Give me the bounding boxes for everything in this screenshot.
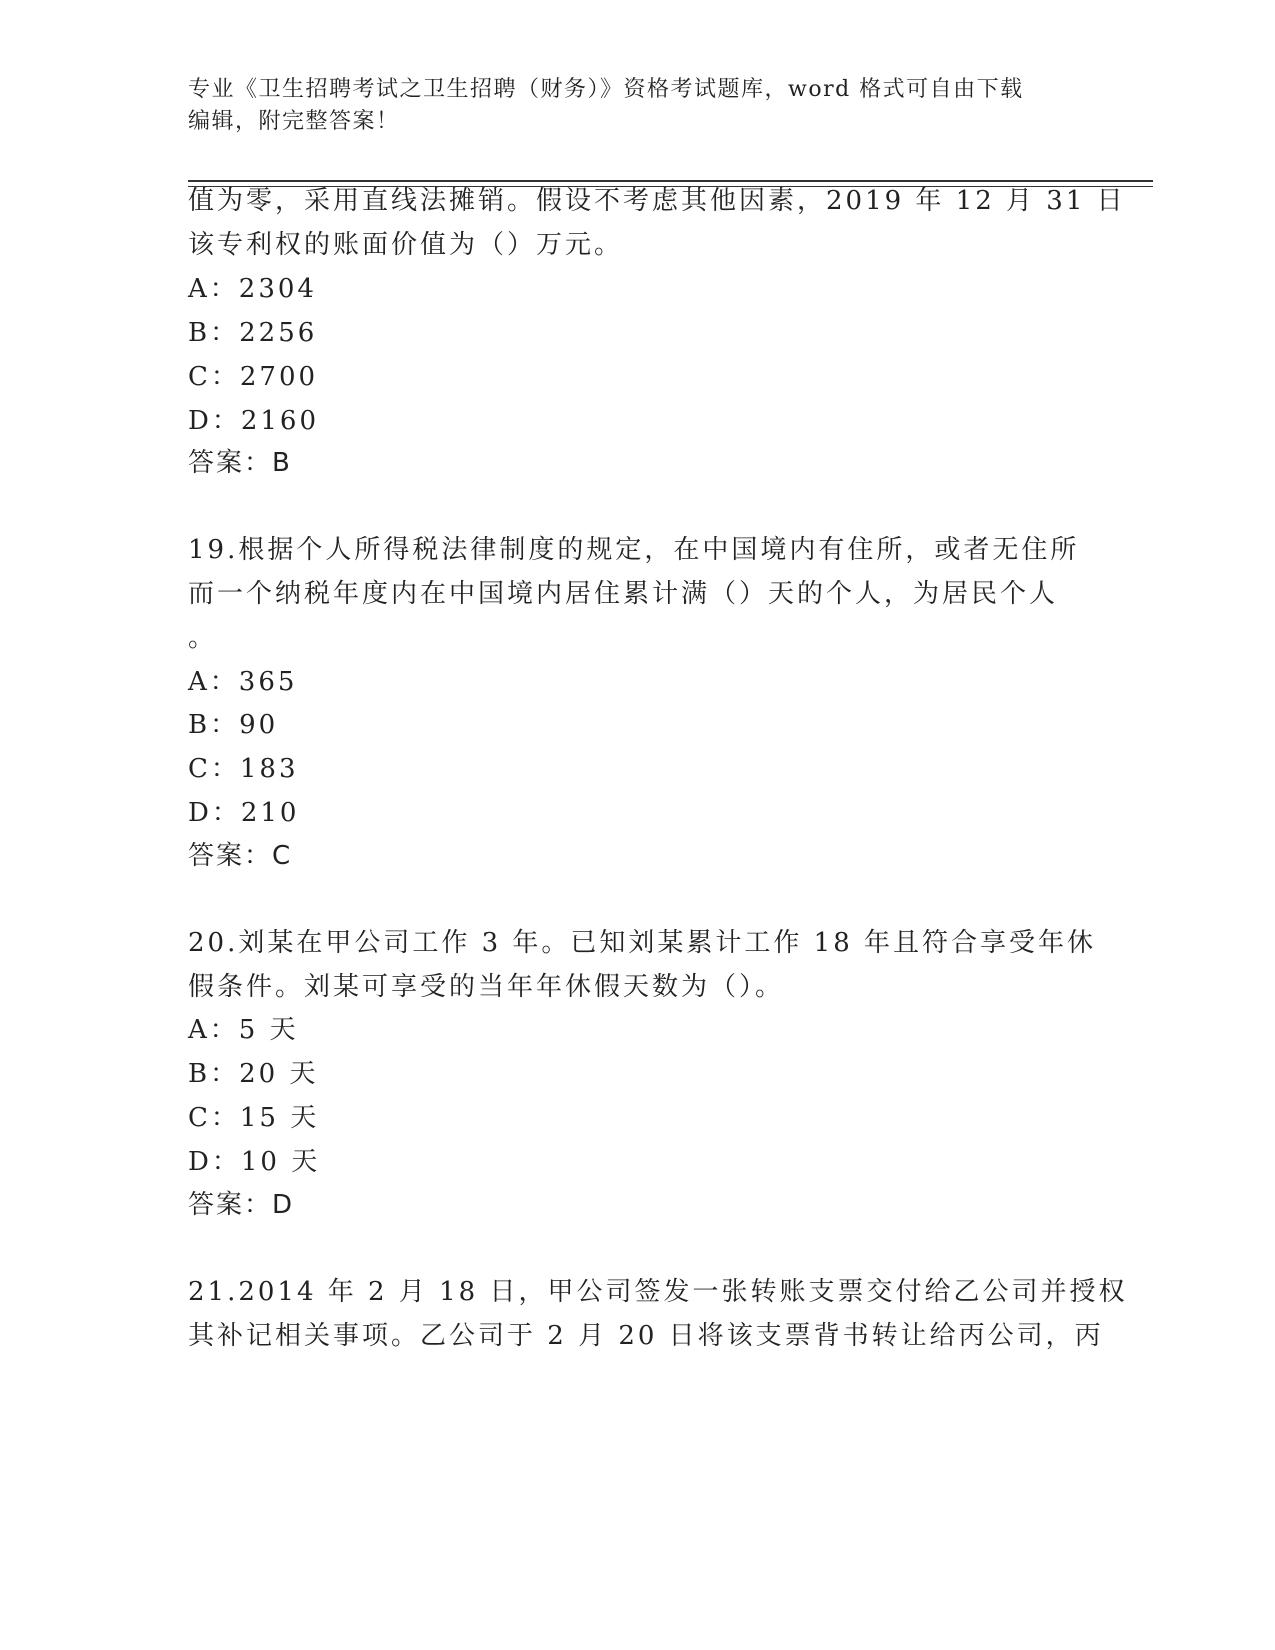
option-a: A：5 天	[188, 1015, 299, 1045]
answer-label: 答案：B	[188, 448, 292, 478]
question-text-line: 而一个纳税年度内在中国境内居住累计满（）天的个人，为居民个人	[188, 579, 1059, 609]
header-line-2: 编辑，附完整答案！	[188, 109, 400, 134]
question-text-line: 值为零，采用直线法摊销。假设不考虑其他因素，2019 年 12 月 31 日	[188, 186, 1126, 216]
option-c: C：15 天	[188, 1103, 320, 1133]
option-b: B：90	[188, 710, 279, 740]
option-d: D：2160	[188, 406, 320, 436]
question-text-line: 假条件。刘某可享受的当年年休假天数为（）。	[188, 972, 785, 1002]
question-text-line: 21.2014 年 2 月 18 日，甲公司签发一张转账支票交付给乙公司并授权	[188, 1277, 1128, 1307]
option-c: C：2700	[188, 362, 319, 392]
header-line-1: 专业《卫生招聘考试之卫生招聘（财务）》资格考试题库，word 格式可自由下载	[188, 77, 1024, 102]
answer-label: 答案：C	[188, 841, 293, 871]
question-text-line: 20.刘某在甲公司工作 3 年。已知刘某累计工作 18 年且符合享受年休	[188, 928, 1097, 958]
header-divider-thick	[188, 180, 1153, 182]
document-header	[188, 74, 1088, 138]
option-d: D：10 天	[188, 1147, 321, 1177]
question-text-line: 其补记相关事项。乙公司于 2 月 20 日将该支票背书转让给丙公司，丙	[188, 1321, 1104, 1351]
question-text-line: 19.根据个人所得税法律制度的规定，在中国境内有住所，或者无住所	[188, 535, 1080, 565]
option-d: D：210	[188, 798, 300, 828]
option-c: C：183	[188, 754, 299, 784]
question-text-line: 该专利权的账面价值为（）万元。	[188, 230, 624, 260]
answer-label: 答案：D	[188, 1190, 295, 1220]
option-a: A：2304	[188, 274, 317, 304]
option-b: B：2256	[188, 318, 318, 348]
option-a: A：365	[188, 667, 298, 697]
option-b: B：20 天	[188, 1059, 319, 1089]
question-text-line: 。	[188, 623, 218, 653]
